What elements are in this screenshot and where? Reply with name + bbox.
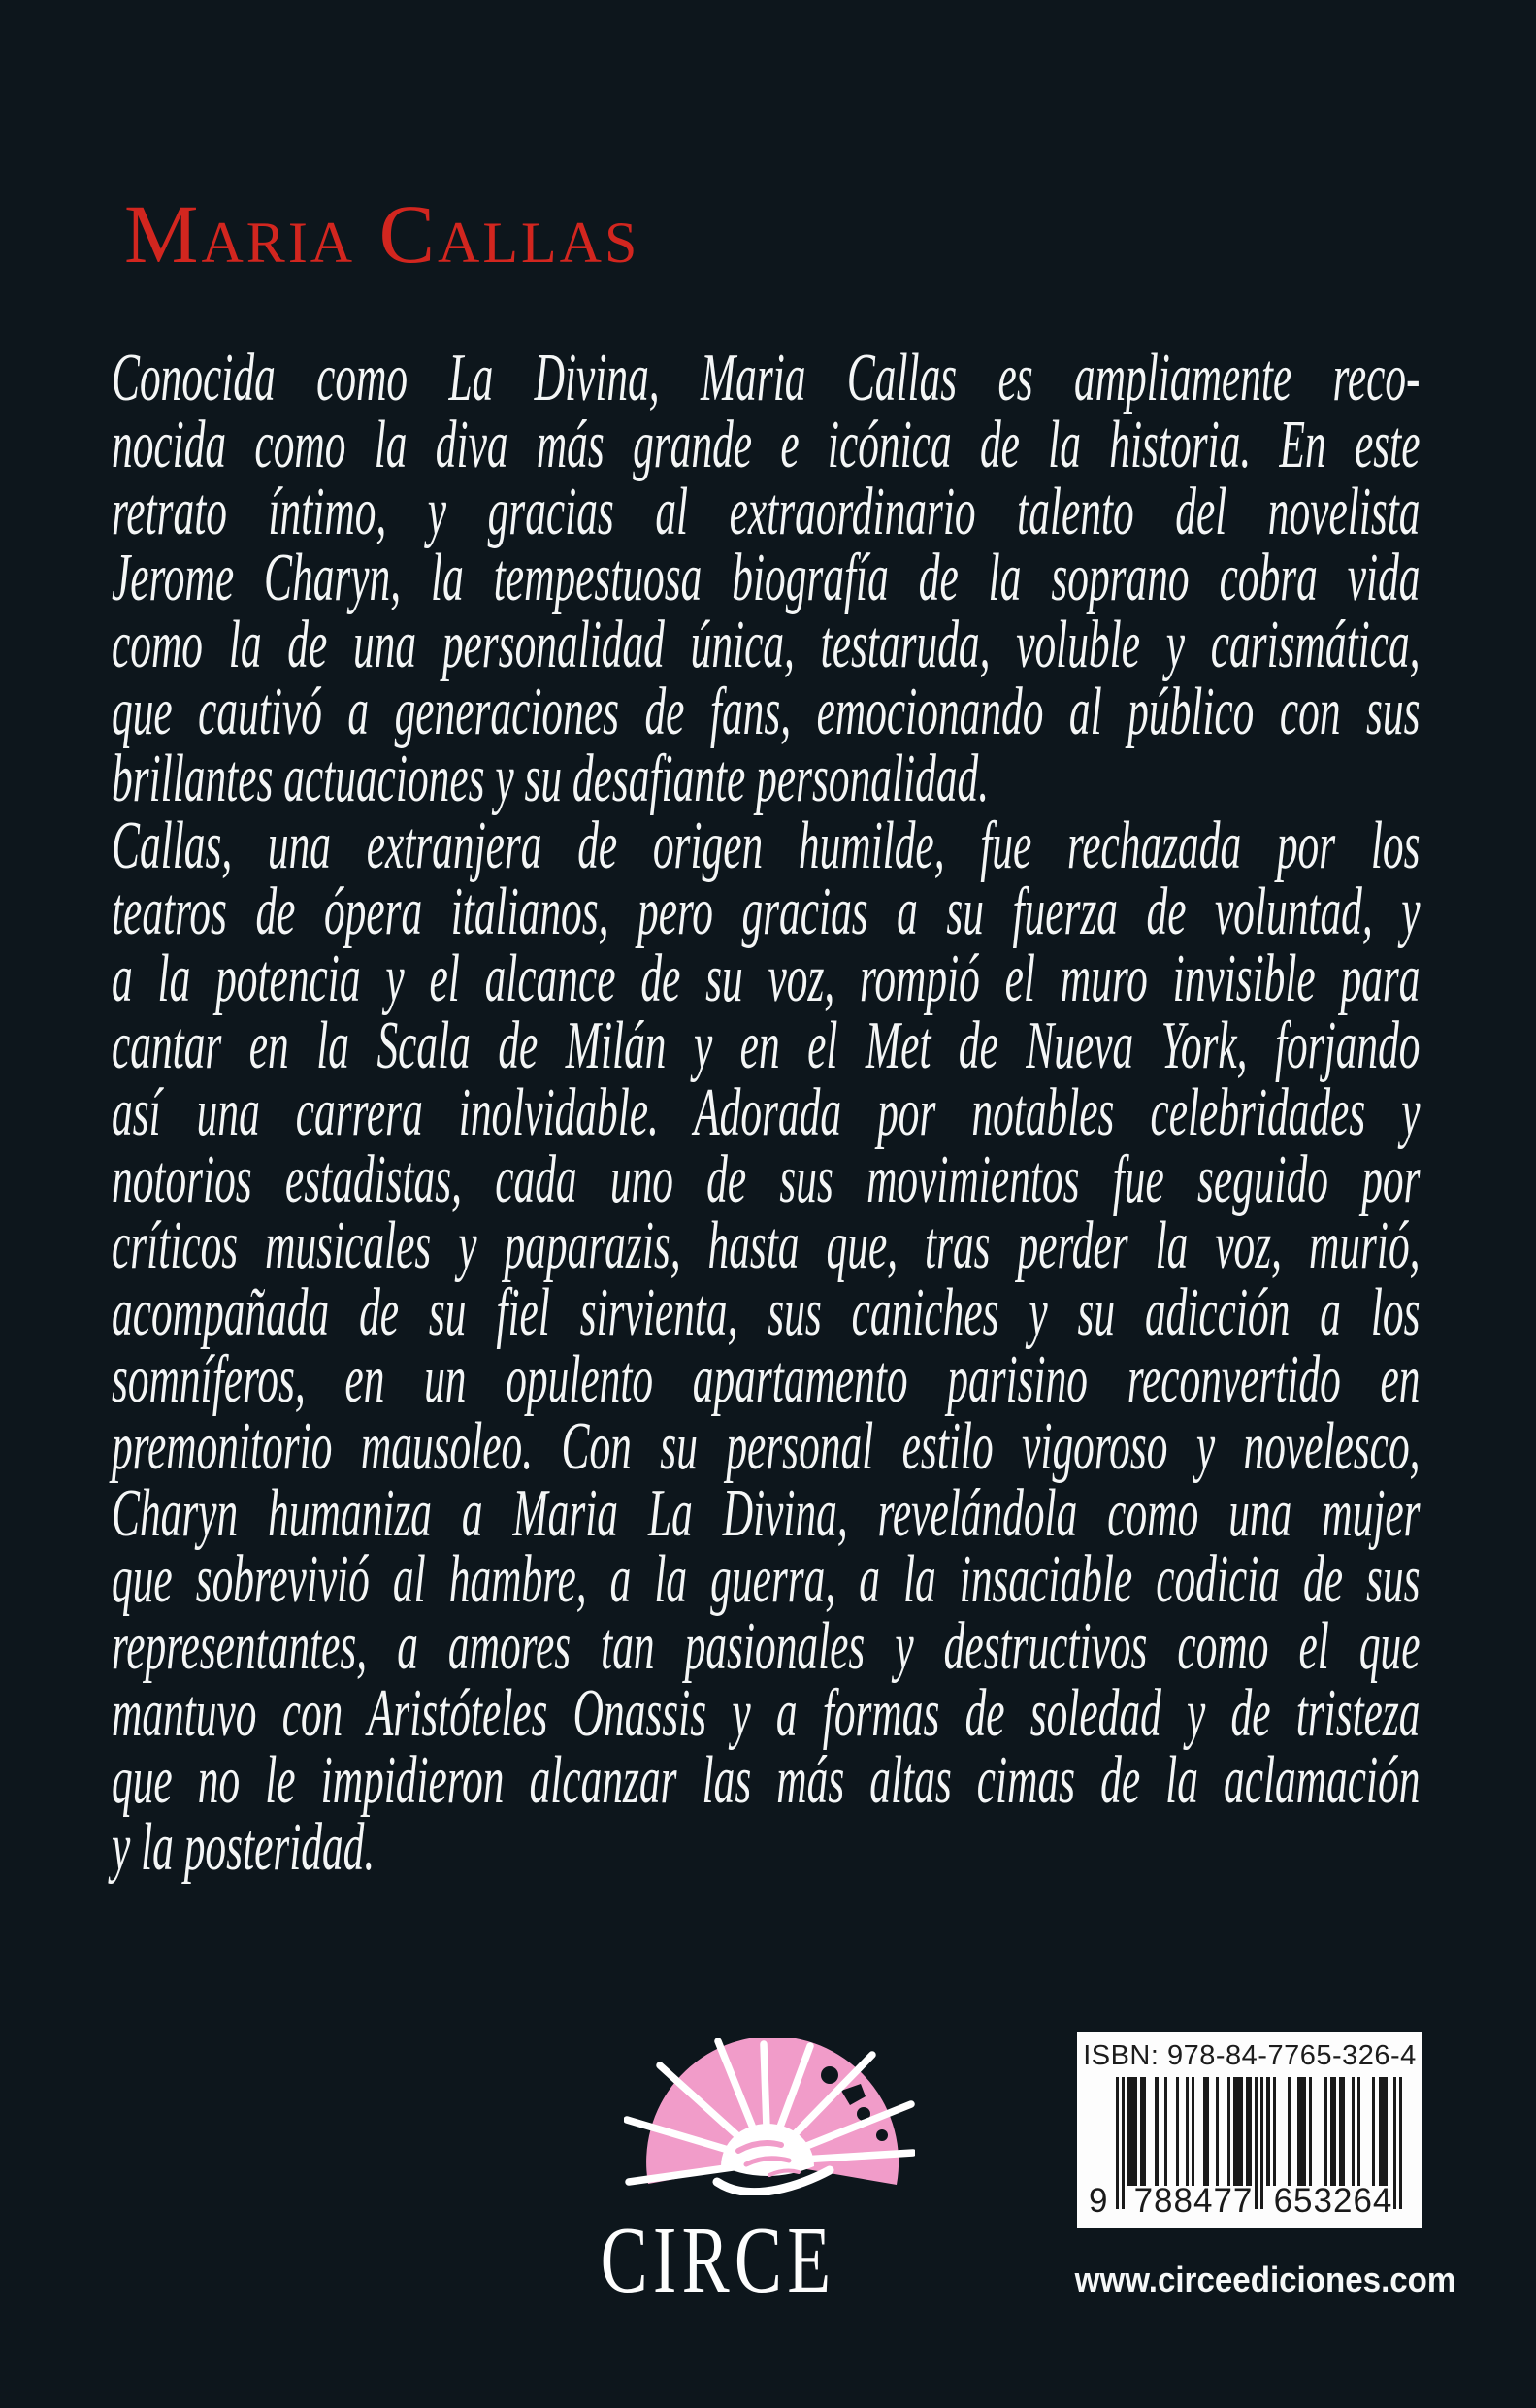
synopsis-line: como la de una personalidad única, testaruda, voluble y carismática, [112,608,1421,683]
synopsis-line: premonitorio mausoleo. Con su personal estilo vigoroso y novelesco, [112,1408,1421,1484]
barcode-numbers [1089,2182,1403,2221]
synopsis-line: mantuvo con Aristóteles Onassis y a formas de soledad y de tristeza [112,1675,1421,1751]
book-title: Maria Callas [124,187,640,280]
synopsis-line: y la posteridad. [112,1809,376,1885]
isbn-label: ISBN: 978-84-7765-326-4 [1083,2040,1417,2071]
synopsis-line: a la potencia y el alcance de su voz, rompió el muro invisible para [112,941,1421,1017]
fan-icon [624,2038,915,2195]
synopsis-line: que cautivó a generaciones de fans, emocionando al público con sus [112,674,1421,749]
synopsis-line: críticos musicales y paparazis, hasta que, tras perder la voz, murió, [112,1208,1421,1284]
synopsis-line: acompañada de su fiel sirvienta, sus caniches y su adicción a los [112,1275,1421,1351]
synopsis-line: representantes, a amores tan pasionales y destructivos como el que [112,1609,1421,1685]
ean13-barcode [1089,2077,1403,2220]
synopsis-line: notorios estadistas, cada uno de sus movimientos fue seguido por [112,1141,1421,1217]
synopsis-line: Charyn humaniza a Maria La Divina, revelándola como una mujer [112,1475,1421,1551]
synopsis-line: cantar en la Scala de Milán y en el Met de Nueva York, forjando [112,1007,1421,1083]
synopsis-line: teatros de ópera italianos, pero gracias a su fuerza de voluntad, y [112,874,1421,950]
synopsis [112,341,1421,1885]
barcode-digits-left-group: 788477 [1133,2182,1254,2220]
barcode-digits-right-group: 653264 [1273,2182,1393,2220]
synopsis-line: somníferos, en un opulento apartamento parisino reconvertido en [112,1341,1421,1417]
publisher-website: www.circeediciones.com [1074,2260,1456,2299]
isbn-block [1077,2032,1422,2228]
synopsis-line: que sobrevivió al hambre, a la guerra, a la insaciable codicia de sus [112,1542,1421,1618]
synopsis-line: nocida como la diva más grande e icónica de la historia. En este [112,407,1421,482]
publisher-name: CIRCE [600,2208,836,2313]
synopsis-line: retrato íntimo, y gracias al extraordinario talento del novelista [112,474,1421,549]
synopsis-line: brillantes actuaciones y su desafiante personalidad. [112,741,990,816]
synopsis-line: Callas, una extranjera de origen humilde, fue rechazada por los [112,808,1421,883]
barcode-digit-lead: 9 [1089,2182,1108,2220]
synopsis-line: Conocida como La Divina, Maria Callas es ampliamente reco- [112,341,1421,415]
synopsis-line: que no le impidieron alcanzar las más altas cimas de la aclamación [112,1742,1421,1818]
synopsis-line: Jerome Charyn, la tempestuosa biografía de la soprano cobra vida [112,541,1421,616]
synopsis-line: así una carrera inolvidable. Adorada por notables celebridades y [112,1074,1421,1150]
